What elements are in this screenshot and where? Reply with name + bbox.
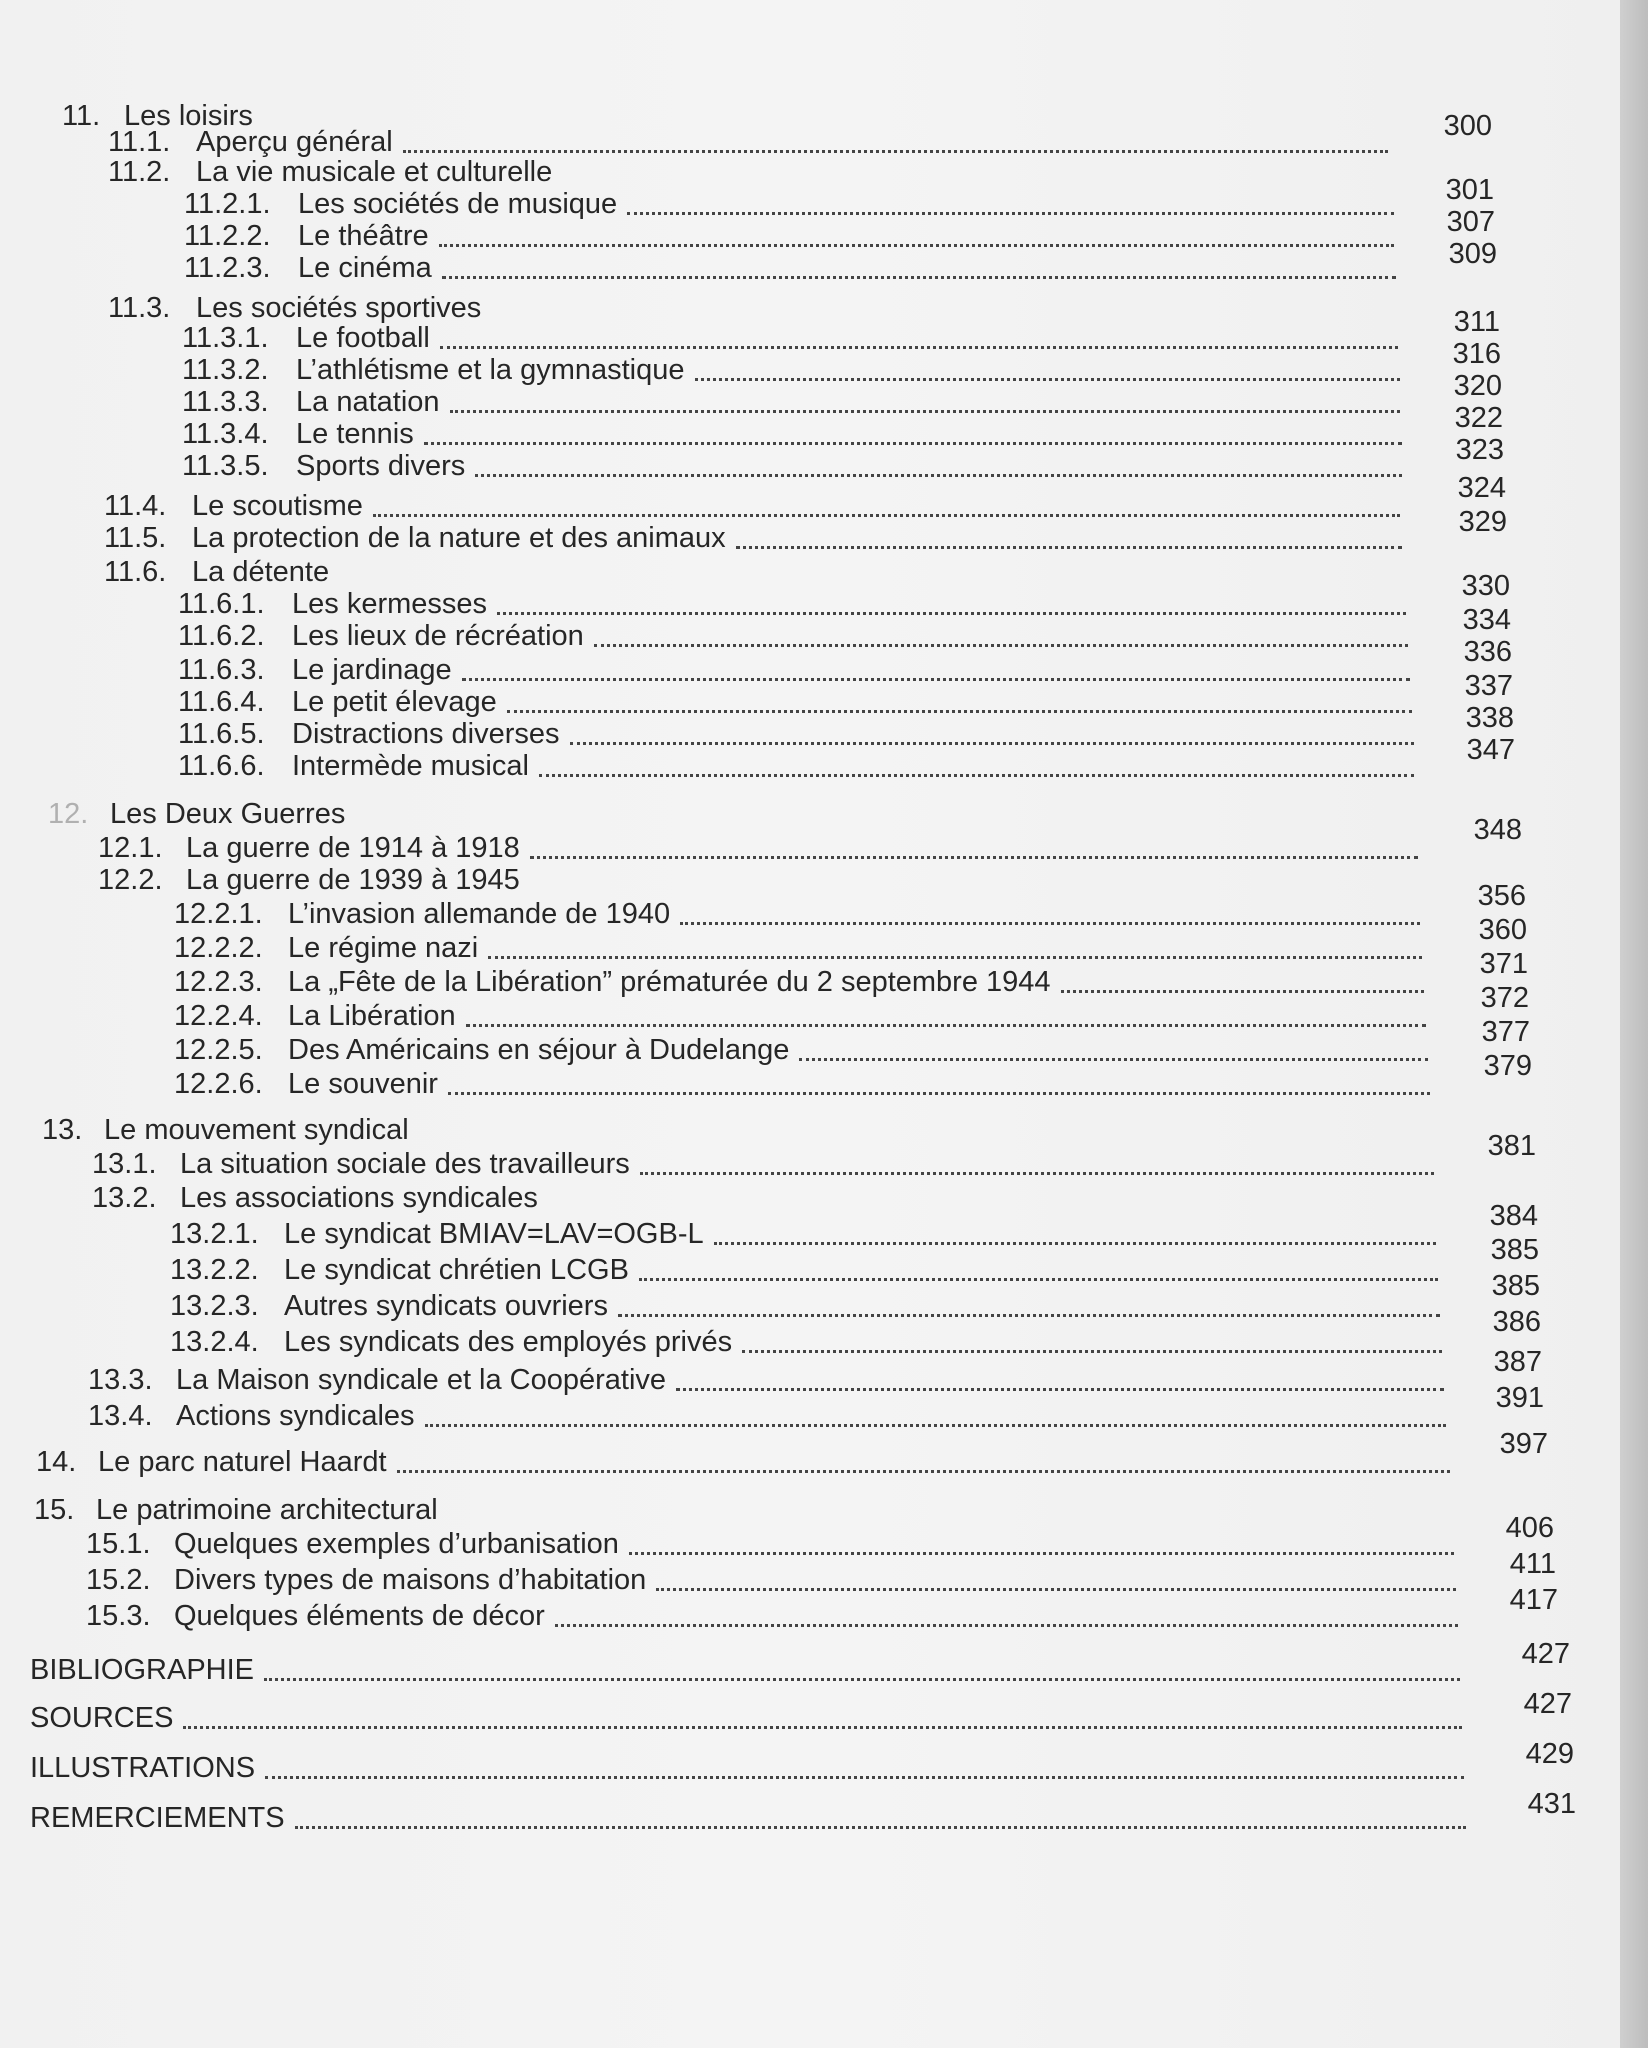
toc-number: 11.3.3. bbox=[182, 386, 269, 418]
toc-number: 12. bbox=[48, 798, 89, 830]
toc-page-number: 385 bbox=[1491, 1270, 1540, 1302]
toc-title: La natation bbox=[296, 386, 440, 418]
toc-page-number: 372 bbox=[1480, 982, 1529, 1014]
dot-leader bbox=[183, 1725, 1462, 1729]
toc-page-number: 391 bbox=[1495, 1382, 1544, 1414]
dot-leader bbox=[497, 611, 1406, 615]
toc-number: 15.1. bbox=[86, 1528, 151, 1560]
toc-entry-13-1 bbox=[92, 1146, 1444, 1182]
dot-leader bbox=[424, 441, 1402, 445]
toc-title: Distractions diverses bbox=[292, 718, 560, 750]
dot-leader bbox=[627, 211, 1394, 215]
toc-number: 15.3. bbox=[86, 1600, 151, 1632]
toc-entry-13-3 bbox=[88, 1362, 1454, 1398]
dot-leader bbox=[594, 643, 1408, 647]
toc-page-number: 385 bbox=[1490, 1234, 1539, 1266]
dot-leader bbox=[742, 1349, 1442, 1353]
toc-number: 11.3.2. bbox=[182, 354, 269, 386]
dot-leader bbox=[680, 921, 1420, 925]
toc-page-number: 371 bbox=[1479, 948, 1528, 980]
toc-entry-11-6 bbox=[104, 554, 1404, 590]
toc-entry-11-4 bbox=[104, 488, 1410, 524]
toc-title: La situation sociale des travailleurs bbox=[180, 1148, 630, 1180]
toc-number: 13.2.4. bbox=[170, 1326, 259, 1358]
toc-backmatter-remerciements bbox=[30, 1800, 1476, 1836]
dot-leader bbox=[1061, 989, 1424, 993]
toc-number: 12.2.3. bbox=[174, 966, 263, 998]
toc-title: Le syndicat BMIAV=LAV=OGB-L bbox=[284, 1218, 704, 1250]
toc-title: La „Fête de la Libération” prématurée du 2 septembre 1944 bbox=[288, 966, 1051, 998]
toc-page-number: 330 bbox=[1461, 570, 1510, 602]
toc-title: La Libération bbox=[288, 1000, 456, 1032]
toc-page-number: 309 bbox=[1448, 238, 1497, 270]
toc-number: 11.2.2. bbox=[184, 220, 271, 252]
toc-number: 12.2.2. bbox=[174, 932, 263, 964]
toc-title: Le parc naturel Haardt bbox=[98, 1446, 387, 1478]
toc-number: 13.2.3. bbox=[170, 1290, 259, 1322]
toc-number: 15.2. bbox=[86, 1564, 151, 1596]
toc-title: ILLUSTRATIONS bbox=[30, 1752, 256, 1784]
toc-entry-11-2 bbox=[108, 154, 1398, 190]
toc-title: Aperçu général bbox=[196, 126, 393, 158]
toc-entry-11-3-1 bbox=[182, 320, 1408, 356]
toc-number: 11.6.3. bbox=[178, 654, 265, 686]
toc-entry-12-2-3 bbox=[174, 964, 1434, 1000]
toc-chapter-14 bbox=[36, 1444, 1460, 1480]
dot-leader bbox=[439, 243, 1394, 247]
toc-page-number: 311 bbox=[1453, 306, 1500, 338]
toc-title: Le petit élevage bbox=[292, 686, 497, 718]
dot-leader bbox=[462, 677, 1410, 681]
toc-title: Les associations syndicales bbox=[180, 1182, 538, 1214]
toc-entry-11-3-2 bbox=[182, 352, 1410, 388]
toc-number: 12.1. bbox=[98, 832, 163, 864]
toc-number: 13.2.2. bbox=[170, 1254, 259, 1286]
toc-entry-13-2-3 bbox=[170, 1288, 1450, 1324]
toc-title: Quelques exemples d’urbanisation bbox=[174, 1528, 619, 1560]
toc-entry-11-6-2 bbox=[178, 618, 1418, 654]
toc-entry-12-2-6 bbox=[174, 1066, 1440, 1102]
dot-leader bbox=[799, 1057, 1428, 1061]
toc-title: Le mouvement syndical bbox=[104, 1114, 409, 1146]
toc-title: Le syndicat chrétien LCGB bbox=[284, 1254, 629, 1286]
toc-number: 11.3.1. bbox=[182, 322, 269, 354]
toc-page-number: 323 bbox=[1455, 434, 1504, 466]
toc-page-number: 329 bbox=[1458, 506, 1507, 538]
toc-page-number: 336 bbox=[1463, 636, 1512, 668]
toc-entry-13-2-2 bbox=[170, 1252, 1448, 1288]
dot-leader bbox=[295, 1825, 1466, 1829]
dot-leader bbox=[555, 1623, 1458, 1627]
dot-leader bbox=[656, 1587, 1456, 1591]
toc-entry-11-2-2 bbox=[184, 218, 1404, 254]
toc-page-number: 307 bbox=[1446, 206, 1495, 238]
toc-page-number: 417 bbox=[1509, 1584, 1558, 1616]
toc-entry-12-2-2 bbox=[174, 930, 1432, 966]
toc-title: Quelques éléments de décor bbox=[174, 1600, 545, 1632]
toc-title: L’invasion allemande de 1940 bbox=[288, 898, 671, 930]
toc-title: Le football bbox=[296, 322, 430, 354]
toc-entry-11-6-6 bbox=[178, 748, 1424, 784]
toc-number: 12.2.5. bbox=[174, 1034, 263, 1066]
dot-leader bbox=[440, 345, 1398, 349]
toc-entry-11-6-1 bbox=[178, 586, 1416, 622]
toc-number: 11.6.4. bbox=[178, 686, 265, 718]
toc-entry-15-2 bbox=[86, 1562, 1466, 1598]
dot-leader bbox=[442, 275, 1396, 279]
toc-number: 11.2.3. bbox=[184, 252, 271, 284]
dot-leader bbox=[475, 473, 1402, 477]
toc-entry-11-3-3 bbox=[182, 384, 1410, 420]
toc-title: Le tennis bbox=[296, 418, 414, 450]
dot-leader bbox=[265, 1775, 1464, 1779]
page-edge bbox=[1620, 0, 1648, 2048]
toc-title: L’athlétisme et la gymnastique bbox=[296, 354, 685, 386]
toc-title: Le jardinage bbox=[292, 654, 452, 686]
toc-backmatter-bibliographie bbox=[30, 1652, 1470, 1688]
toc-title: Les sociétés de musique bbox=[298, 188, 618, 220]
dot-leader bbox=[425, 1423, 1446, 1427]
toc-page-number: 334 bbox=[1462, 604, 1511, 636]
toc-entry-13-2-4 bbox=[170, 1324, 1452, 1360]
toc-number: 14. bbox=[36, 1446, 77, 1478]
dot-leader bbox=[450, 409, 1400, 413]
toc-page-number: 397 bbox=[1499, 1428, 1548, 1460]
toc-title: Divers types de maisons d’habitation bbox=[174, 1564, 647, 1596]
dot-leader bbox=[397, 1469, 1450, 1473]
toc-number: 13.3. bbox=[88, 1364, 153, 1396]
toc-number: 12.2.6. bbox=[174, 1068, 263, 1100]
dot-leader bbox=[714, 1241, 1436, 1245]
toc-entry-11-6-4 bbox=[178, 684, 1422, 720]
toc-title: La protection de la nature et des animaux bbox=[192, 522, 726, 554]
dot-leader bbox=[448, 1091, 1430, 1095]
toc-title: Les kermesses bbox=[292, 588, 488, 620]
dot-leader bbox=[629, 1551, 1454, 1555]
toc-number: 13.4. bbox=[88, 1400, 153, 1432]
toc-title: Sports divers bbox=[296, 450, 466, 482]
toc-number: 13.2. bbox=[92, 1182, 157, 1214]
toc-title: La guerre de 1914 à 1918 bbox=[186, 832, 520, 864]
toc-entry-11-3-5 bbox=[182, 448, 1412, 484]
toc-page-number: 337 bbox=[1464, 670, 1513, 702]
toc-number: 12.2.1. bbox=[174, 898, 263, 930]
toc-title: Les loisirs bbox=[124, 100, 253, 132]
toc-number: 11.3.4. bbox=[182, 418, 269, 450]
toc-title: Le scoutisme bbox=[192, 490, 363, 522]
dot-leader bbox=[530, 855, 1418, 859]
toc-entry-12-2 bbox=[98, 862, 1398, 898]
toc-title: La détente bbox=[192, 556, 330, 588]
toc-title: Le cinéma bbox=[298, 252, 432, 284]
toc-page-number: 384 bbox=[1489, 1200, 1538, 1232]
toc-title: Actions syndicales bbox=[176, 1400, 415, 1432]
toc-page-number: 320 bbox=[1453, 370, 1502, 402]
toc-page-number: 300 bbox=[1443, 110, 1492, 142]
toc-number: 11.6.6. bbox=[178, 750, 265, 782]
toc-entry-15-3 bbox=[86, 1598, 1468, 1634]
toc-number: 12.2. bbox=[98, 864, 163, 896]
toc-number: 13. bbox=[42, 1114, 83, 1146]
toc-entry-13-4 bbox=[88, 1398, 1456, 1434]
toc-page-number: 379 bbox=[1483, 1050, 1532, 1082]
dot-leader bbox=[695, 377, 1401, 381]
toc-page-number: 324 bbox=[1457, 472, 1506, 504]
dot-leader bbox=[676, 1387, 1444, 1391]
toc-title: BIBLIOGRAPHIE bbox=[30, 1654, 255, 1686]
toc-entry-12-2-4 bbox=[174, 998, 1436, 1034]
toc-title: Le régime nazi bbox=[288, 932, 479, 964]
dot-leader bbox=[570, 741, 1414, 745]
dot-leader bbox=[488, 955, 1422, 959]
dot-leader bbox=[264, 1677, 1460, 1681]
toc-entry-12-2-5 bbox=[174, 1032, 1438, 1068]
toc-number: 11.6.2. bbox=[178, 620, 265, 652]
toc-title: Les sociétés sportives bbox=[196, 292, 482, 324]
toc-entry-12-1 bbox=[98, 830, 1428, 866]
toc-number: 11.6.5. bbox=[178, 718, 265, 750]
toc-number: 11.2. bbox=[108, 156, 171, 188]
toc-page-number: 338 bbox=[1465, 702, 1514, 734]
toc-title: Le théâtre bbox=[298, 220, 429, 252]
toc-entry-13-2-1 bbox=[170, 1216, 1446, 1252]
toc-page-number: 377 bbox=[1481, 1016, 1530, 1048]
dot-leader bbox=[466, 1023, 1426, 1027]
toc-page-number: 381 bbox=[1487, 1130, 1536, 1162]
toc-backmatter-illustrations bbox=[30, 1750, 1474, 1786]
dot-leader bbox=[403, 149, 1388, 153]
toc-title: Le patrimoine architectural bbox=[96, 1494, 438, 1526]
toc-chapter-13 bbox=[42, 1112, 1342, 1148]
toc-page-number: 427 bbox=[1523, 1688, 1572, 1720]
toc-entry-11-2-3 bbox=[184, 250, 1406, 286]
toc-title: Intermède musical bbox=[292, 750, 529, 782]
toc-entry-15-1 bbox=[86, 1526, 1464, 1562]
toc-page-number: 348 bbox=[1473, 814, 1522, 846]
toc-number: 11.3.5. bbox=[182, 450, 269, 482]
toc-entry-12-2-1 bbox=[174, 896, 1430, 932]
toc-backmatter-sources bbox=[30, 1700, 1472, 1736]
toc-title: Des Américains en séjour à Dudelange bbox=[288, 1034, 790, 1066]
toc-page-number: 301 bbox=[1445, 174, 1494, 206]
toc-page-number: 429 bbox=[1525, 1738, 1574, 1770]
dot-leader bbox=[507, 709, 1412, 713]
toc-number: 11.1. bbox=[108, 126, 171, 158]
toc-title: Autres syndicats ouvriers bbox=[284, 1290, 608, 1322]
toc-number: 13.2.1. bbox=[170, 1218, 259, 1250]
toc-number: 13.1. bbox=[92, 1148, 157, 1180]
toc-title: Les syndicats des employés privés bbox=[284, 1326, 733, 1358]
toc-page-number: 356 bbox=[1477, 880, 1526, 912]
toc-title: La Maison syndicale et la Coopérative bbox=[176, 1364, 667, 1396]
toc-page-number: 386 bbox=[1492, 1306, 1541, 1338]
toc-number: 11.2.1. bbox=[184, 188, 271, 220]
toc-chapter-12 bbox=[48, 796, 1348, 832]
toc-title: SOURCES bbox=[30, 1702, 174, 1734]
dot-leader bbox=[539, 773, 1414, 777]
toc-title: La vie musicale et culturelle bbox=[196, 156, 553, 188]
toc-title: Le souvenir bbox=[288, 1068, 438, 1100]
toc-entry-11-2-1 bbox=[184, 186, 1404, 222]
toc-number: 11.6. bbox=[104, 556, 167, 588]
dot-leader bbox=[639, 1277, 1438, 1281]
toc-number: 11.6.1. bbox=[178, 588, 265, 620]
toc-page-number: 431 bbox=[1527, 1788, 1576, 1820]
dot-leader bbox=[618, 1313, 1440, 1317]
toc-title: La guerre de 1939 à 1945 bbox=[186, 864, 520, 896]
toc-page-number: 427 bbox=[1521, 1638, 1570, 1670]
dot-leader bbox=[736, 545, 1402, 549]
toc-number: 15. bbox=[34, 1494, 75, 1526]
toc-title: REMERCIEMENTS bbox=[30, 1802, 285, 1834]
toc-number: 11.3. bbox=[108, 292, 171, 324]
toc-page-number: 322 bbox=[1454, 402, 1503, 434]
toc-entry-11-3-4 bbox=[182, 416, 1412, 452]
toc-page-number: 411 bbox=[1509, 1548, 1556, 1580]
toc-page-number: 387 bbox=[1493, 1346, 1542, 1378]
dot-leader bbox=[373, 513, 1400, 517]
toc-entry-13-2 bbox=[92, 1180, 1392, 1216]
toc-number: 12.2.4. bbox=[174, 1000, 263, 1032]
toc-page-number: 316 bbox=[1452, 338, 1501, 370]
toc-page-number: 406 bbox=[1505, 1512, 1554, 1544]
toc-entry-11-6-3 bbox=[178, 652, 1420, 688]
toc-title: Les Deux Guerres bbox=[110, 798, 346, 830]
toc-entry-11-6-5 bbox=[178, 716, 1424, 752]
toc-chapter-15 bbox=[34, 1492, 1334, 1528]
toc-number: 11. bbox=[62, 100, 101, 132]
toc-page-number: 360 bbox=[1478, 914, 1527, 946]
dot-leader bbox=[640, 1171, 1434, 1175]
toc-number: 11.4. bbox=[104, 490, 167, 522]
toc-page-number: 347 bbox=[1466, 734, 1515, 766]
toc-number: 11.5. bbox=[104, 522, 167, 554]
toc-entry-11-5 bbox=[104, 520, 1412, 556]
toc-title: Les lieux de récréation bbox=[292, 620, 584, 652]
